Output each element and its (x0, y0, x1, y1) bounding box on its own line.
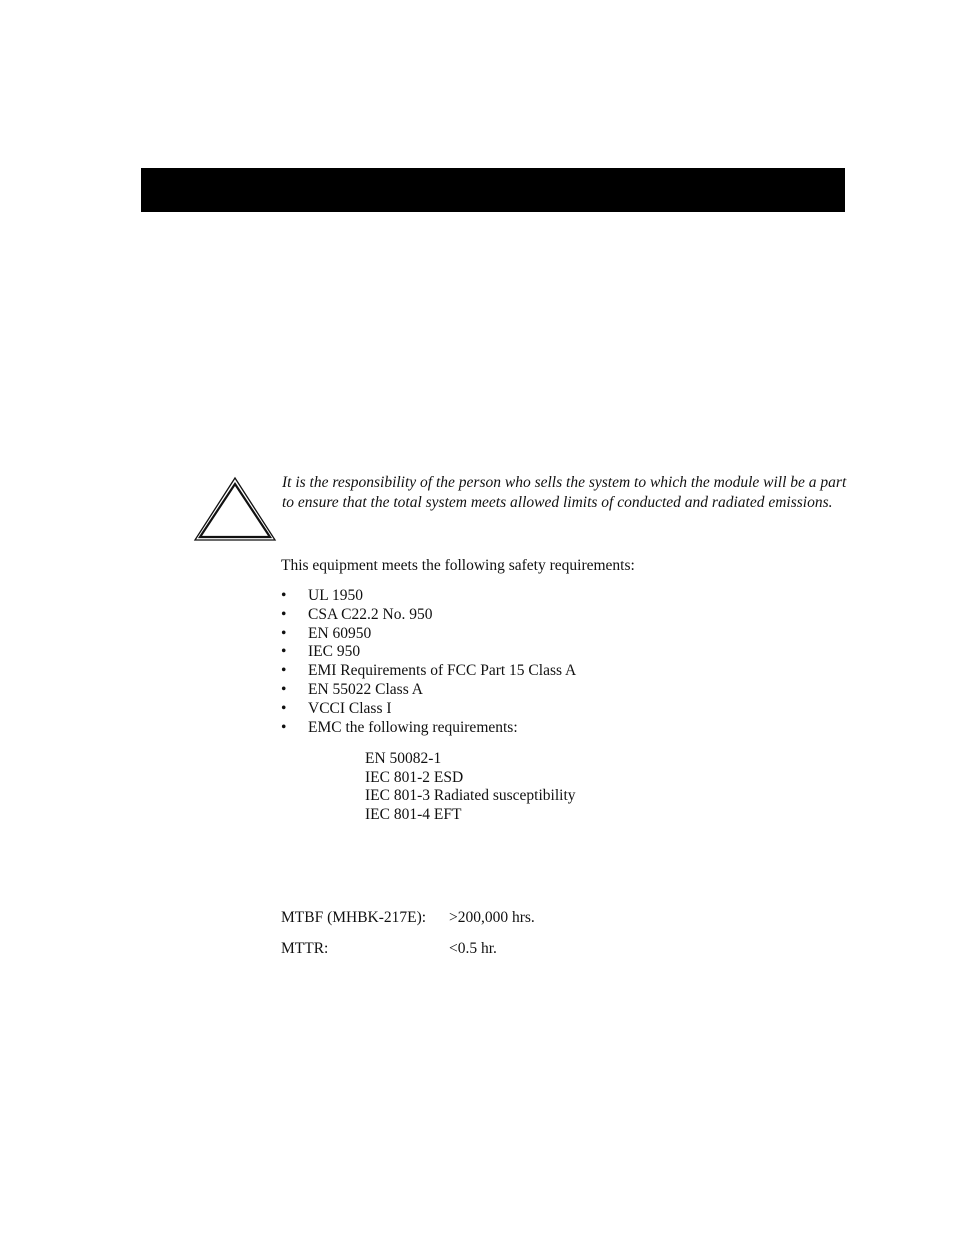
bullet: • (281, 605, 287, 623)
mtbf-label: MTBF (MHBK-217E): (281, 909, 427, 926)
list-item (281, 625, 576, 644)
list-item (281, 681, 576, 700)
list-item (281, 662, 576, 681)
list-item (281, 719, 576, 738)
section-header-bar (141, 168, 845, 212)
mttr-value: <0.5 hr. (449, 940, 497, 957)
bullet: • (281, 643, 287, 661)
warning-triangle-icon (193, 476, 277, 542)
mttr-label: MTTR: (281, 940, 329, 957)
bullet: • (281, 587, 287, 604)
safety-requirements-list (281, 587, 576, 737)
list-item-text: EMI Requirements of FCC Part 15 Class A (308, 662, 577, 680)
list-item (281, 643, 576, 662)
list-item-text: CSA C22.2 No. 950 (308, 605, 433, 623)
list-item (281, 587, 576, 606)
list-item-text: VCCI Class I (308, 699, 392, 717)
bullet: • (281, 680, 287, 698)
list-item-text: UL 1950 (308, 587, 363, 604)
bullet: • (281, 624, 287, 642)
list-item: EN 50082-1 (365, 750, 442, 767)
list-item-text: EMC the following requirements: (308, 718, 518, 736)
list-item: IEC 801-4 EFT (365, 805, 462, 823)
list-item: IEC 801-3 Radiated susceptibility (365, 787, 576, 805)
list-item-text: EN 55022 Class A (308, 680, 423, 698)
list-item: IEC 801-2 ESD (365, 768, 464, 786)
list-item-text: EN 60950 (308, 624, 372, 642)
emc-requirements-list (365, 750, 576, 824)
bullet: • (281, 662, 287, 680)
safety-intro: This equipment meets the following safety requirements: (281, 557, 635, 574)
mtbf-value: >200,000 hrs. (449, 909, 535, 926)
list-item-text: IEC 950 (308, 643, 361, 661)
bullet: • (281, 718, 287, 736)
list-item (281, 606, 576, 625)
caution-text: It is the responsibility of the person who sells the system to which the module will be a part to ensure that the total system meets allowed limits of conducted and radiated emissions. (282, 474, 847, 511)
bullet: • (281, 699, 287, 717)
list-item (281, 700, 576, 719)
